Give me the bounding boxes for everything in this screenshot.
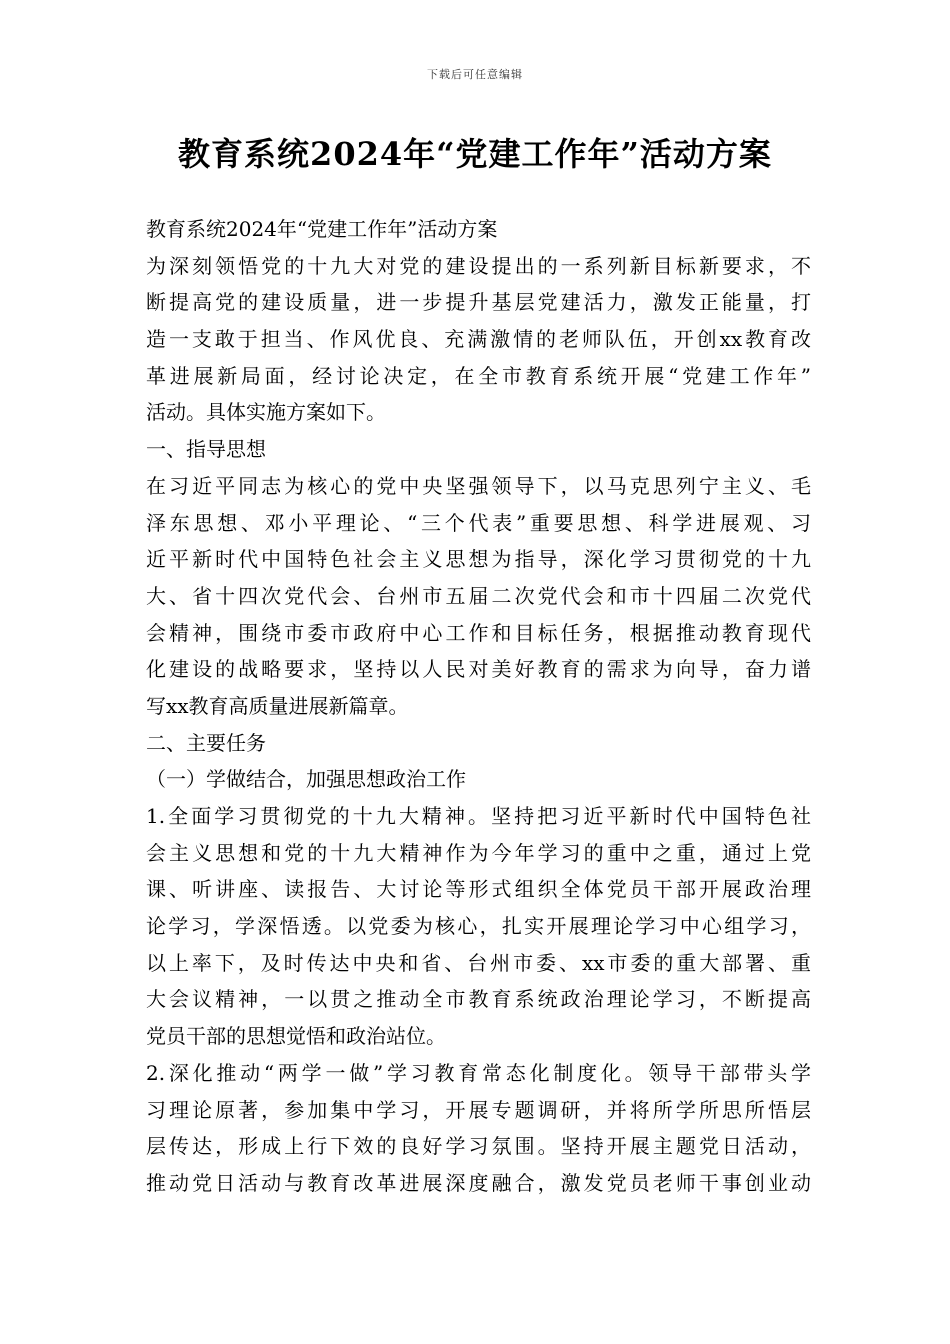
- body-line: 1.全面学习贯彻党的十九大精神。坚持把习近平新时代中国特色社: [146, 804, 811, 828]
- body-line: 造一支敢于担当、作风优良、充满激情的老师队伍，开创xx教育改: [146, 327, 811, 352]
- body-line: 近平新时代中国特色社会主义思想为指导，深化学习贯彻党的十九: [146, 547, 811, 572]
- body-line: 会精神，围绕市委市政府中心工作和目标任务，根据推动教育现代: [146, 620, 811, 645]
- body-line: 以上率下，及时传达中央和省、台州市委、xx市委的重大部署、重: [146, 950, 811, 975]
- body-line: 2.深化推动“两学一做”学习教育常态化制度化。领导干部带头学: [146, 1060, 811, 1085]
- body-line: 革进展新局面，经讨论决定，在全市教育系统开展“党建工作年”: [146, 363, 811, 388]
- body-line: 课、听讲座、读报告、大讨论等形式组织全体党员干部开展政治理: [146, 877, 811, 902]
- body-line: 化建设的战略要求，坚持以人民对美好教育的需求为向导，奋力谱: [146, 657, 811, 682]
- page-header-note: 下载后可任意编辑: [427, 68, 523, 81]
- body-line: 推动党日活动与教育改革进展深度融合，激发党员老师干事创业动: [146, 1170, 811, 1195]
- body-line: 会主义思想和党的十九大精神作为今年学习的重中之重，通过上党: [146, 840, 811, 865]
- document-body: [146, 211, 811, 1202]
- body-line: 习理论原著，参加集中学习，开展专题调研，并将所学所思所悟层: [146, 1097, 811, 1122]
- body-line: 一、指导思想: [146, 437, 266, 462]
- body-line: 活动。具体实施方案如下。: [146, 400, 386, 425]
- body-line: 教育系统2024年“党建工作年”活动方案: [146, 217, 498, 241]
- body-line: 党员干部的思想觉悟和政治站位。: [146, 1024, 446, 1049]
- body-line: 大、省十四次党代会、台州市五届二次党代会和市十四届二次党代: [146, 583, 811, 608]
- document-title: 教育系统2024年“党建工作年”活动方案: [178, 135, 772, 173]
- body-line: 写xx教育高质量进展新篇章。: [146, 693, 409, 718]
- body-line: （一）学做结合，加强思想政治工作: [146, 767, 466, 792]
- body-line: 层传达，形成上行下效的良好学习氛围。坚持开展主题党日活动，: [146, 1134, 811, 1159]
- body-line: 为深刻领悟党的十九大对党的建设提出的一系列新目标新要求，不: [146, 253, 811, 278]
- body-line: 断提高党的建设质量，进一步提升基层党建活力，激发正能量，打: [146, 290, 811, 315]
- body-line: 在习近平同志为核心的党中央坚强领导下，以马克思列宁主义、毛: [146, 473, 811, 498]
- body-line: 大会议精神，一以贯之推动全市教育系统政治理论学习，不断提高: [146, 987, 811, 1012]
- body-line: 论学习，学深悟透。以党委为核心，扎实开展理论学习中心组学习，: [146, 914, 811, 939]
- body-line: 二、主要任务: [146, 730, 266, 755]
- body-line: 泽东思想、邓小平理论、“三个代表”重要思想、科学进展观、习: [146, 510, 811, 535]
